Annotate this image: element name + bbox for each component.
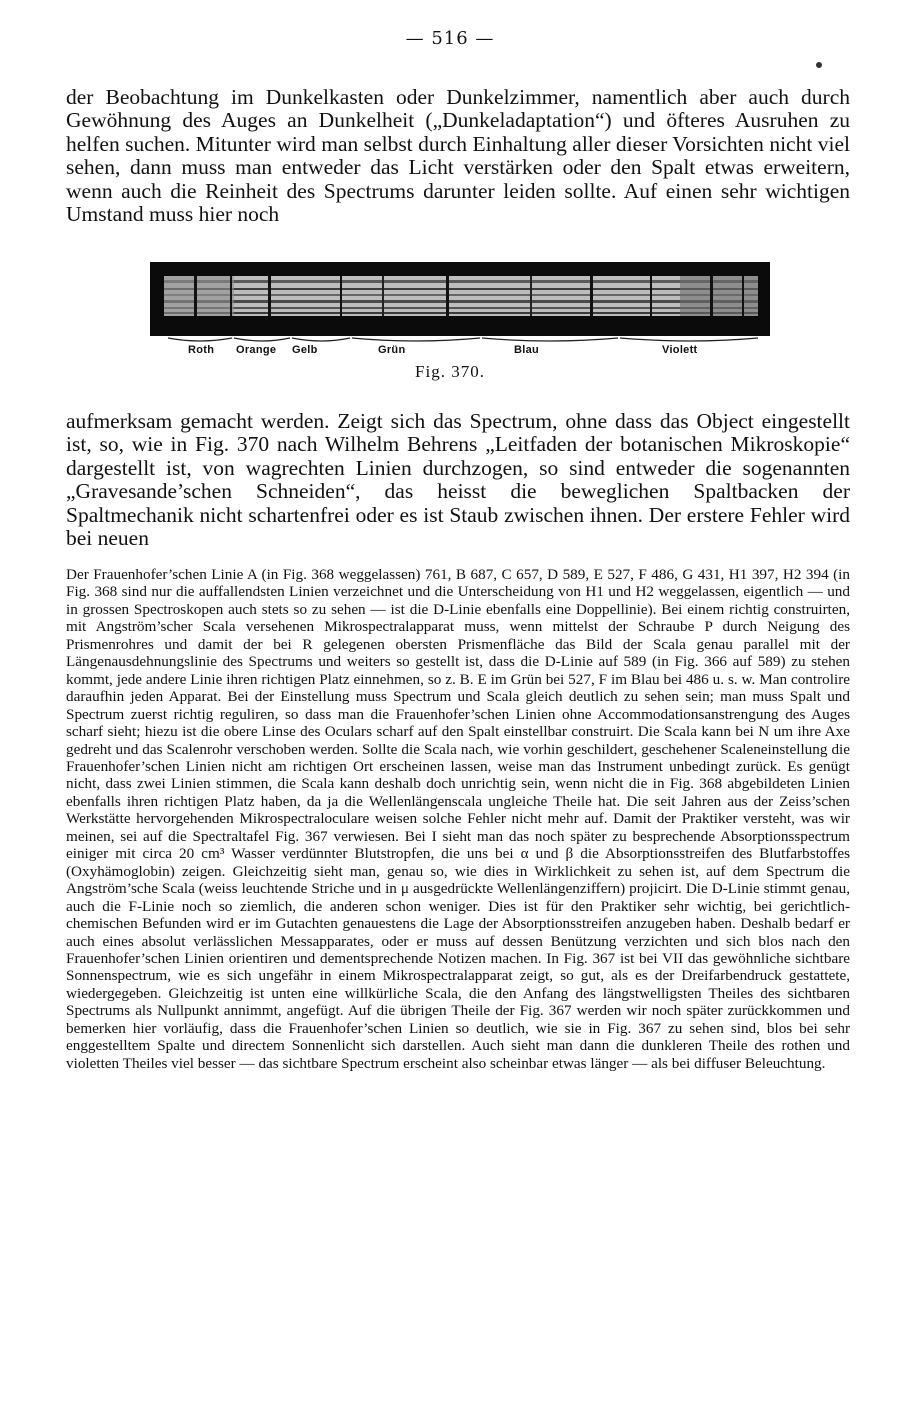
ink-speck [816,62,822,68]
region-label-gelb: Gelb [292,344,318,356]
spectrum-bands-graphic [150,262,770,336]
body-paragraph-2 [66,410,850,550]
page-number: — 516 — [405,28,495,49]
body-paragraph-1 [66,86,850,226]
region-label-violett: Violett [662,344,698,356]
paragraph-text: der Beobachtung im Dunkelkasten oder Dunkelzimmer, namentlich aber auch durch Gewöhnung des Auges an Dunkelheit („Dunkeladaptation“) und öfteres Ausruhen zu helfen suchen. Mitunter wird man selbst durch Einhaltung aller dieser Vorsichten nicht viel sehen, dann muss man entweder das Licht verstärken oder den Spalt etwas erweitern, wenn auch die Reinheit des Spectrums darunter leiden sollte. Auf einen sehr wichtigen Umstand muss hier noch [66,85,850,227]
region-label-roth: Roth [188,344,215,356]
figure-caption: Fig. 370. [415,362,485,381]
footnote-text: Der Frauenhofer’schen Linie A (in Fig. 368 weggelassen) 761, B 687, C 657, D 589, E 527, F 486, G 431, H1 397, H2 394 (in Fig. 368 sind nur die auffallendsten Linien verzeichnet und die Unterscheidung von H1 und H2 weggelassen, eigentlich — und in grossen Spectroskopen auch stets so zu sehen — ist die D-Linie ebenfalls eine Doppellinie). Bei einem richtig construirten, mit Angström’scher Scala versehenen Mikrospectralapparat muss, wenn mittelst der Schraube P durch Neigung des Prismenrohres und damit der bei R gelegenen obersten Prismenfläche das Bild der Scala genau parallel mit der Längenausdehnungslinie des Spectrums und weiters so gestellt ist, dass die D-Linie auf 589 (in Fig. 366 auf 589) zu stehen kommt, jede andere Linie ihren richtigen Platz einnehmen, so z. B. E im Grün bei 527, F im Blau bei 486 u. s. w. Man controlire daraufhin jeden Apparat. Bei der Einstellung muss Spectrum und Scala gleich deutlich zu sehen sein; man muss Spalt und Spectrum zuerst richtig reguliren, so dass man die Frauenhofer’schen Linien ohne Accommodationsanstrengung des Auges scharf sieht; hiezu ist die obere Linse des Oculars scharf auf den Spalt einstellbar construirt. Die Scala kann bei N um ihre Axe gedreht und das Scalenrohr verschoben werden. Sollte die Scala nach, wie vorhin geschildert, geschehener Scaleneinstellung die Frauenhofer’schen Linien nicht am richtigen Ort erscheinen lassen, weise man das Instrument unbedingt zurück. Es genügt nicht, dass zwei Linien stimmen, die Scala kann deshalb doch unrichtig sein, wenn nicht die in Fig. 368 abgebildeten Linien ebenfalls ihren richtigen Platz haben, da ja die Wellenlängenscala ungleiche Theile hat. Die seit Jahren aus der Zeiss’schen Werkstätte hervorgehenden Mikrospectraloculare weisen solche Fehler nicht mehr auf. Damit der Praktiker versteht, was wir meinen, sei auf die Spectraltafel Fig. 367 verwiesen. Bei I sieht man das noch später zu besprechende Absorptionsspectrum einiger mit circa 20 cm³ Wasser verdünnter Blutstropfen, die uns bei α und β die Absorptionsstreifen des Blutfarbstoffes (Oxyhämoglobin) zeigen. Gleichzeitig sieht man, genau so, wie dies in Wirklichkeit zu sehen ist, auf dem Spectrum die Angström’sche Scala (weiss leuchtende Striche und in μ ausgedrückte Wellenlängenziffern) projicirt. Die D-Linie stimmt genau, auch die F-Linie noch so ziemlich, die anderen schon weniger. Dies ist für den Praktiker sehr wichtig, bei gerichtlich-chemischen Befunden wird er im Gutachten genauestens die Lage der Absorptionsstreifen anzugeben haben. Deshalb bedarf er auch eines absolut verlässlichen Messapparates, oder er muss auf dessen Benützung verzichten und sich blos nach den Frauenhofer’schen Linien orientiren und dementsprechende Notizen machen. In Fig. 367 ist bei VII das gewöhnliche sichtbare Sonnenspectrum, wie es sich ungefähr in einem Mikrospectralapparat zeigt, so gut, als es der Dreifarbendruck gestattete, wiedergegeben. Gleichzeitig ist unten eine willkürliche Scala, die den Anfang des längstwelligsten Theiles des sichtbaren Spectrums als Nullpunkt annimmt, angefügt. Auf die übrigen Theile der Fig. 367 werden wir noch später zurückkommen und bemerken hier vorläufig, dass die Frauenhofer’schen Linien so deutlich, wie sie in Fig. 367 zu sehen sind, blos bei sehr enggestelltem Spalte und directem Sonnenlicht sich darstellen. Auch sieht man dann die dunkleren Theile des rothen und violetten Theiles viel besser — das sichtbare Spectrum erscheint also scheinbar etwas länger — als bei diffuser Beleuchtung. [66,566,850,1072]
region-label-gruen: Grün [378,344,406,356]
spectrum-image [150,262,770,336]
region-label-blau: Blau [514,344,540,356]
paragraph-text: aufmerksam gemacht werden. Zeigt sich das Spectrum, ohne dass das Object eingestellt ist, so, wie in Fig. 370 nach Wilhelm Behrens „Leitfaden der botanischen Mikroskopie“ dargestellt ist, von wagrechten Linien durchzogen, so sind entweder die sogenannten „Gravesande’schen Schneiden“, das heisst die beweglichen Spaltbacken der Spaltmechanik nicht schartenfrei oder es ist Staub zwischen ihnen. Der erstere Fehler wird bei neuen [66,409,850,551]
footnote [66,566,850,1072]
region-label-orange: Orange [236,344,277,356]
